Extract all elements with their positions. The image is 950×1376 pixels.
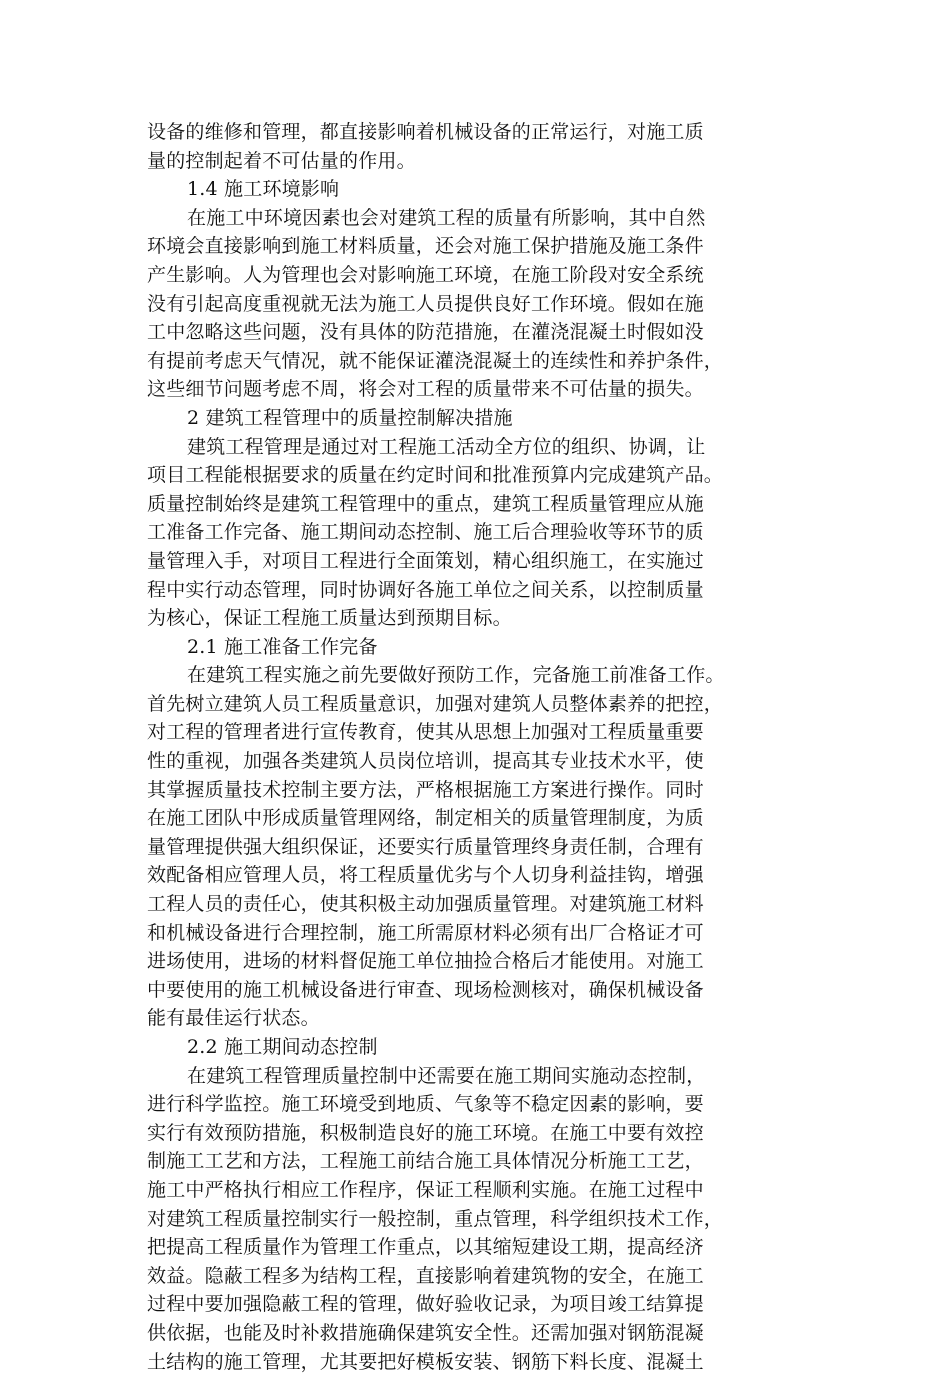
text-line: 施工中严格执行相应工作程序，保证工程顺利实施。在施工过程中 xyxy=(147,1178,704,1201)
text-line: 在施工中环境因素也会对建筑工程的质量有所影响，其中自然 xyxy=(187,206,706,229)
text-line: 中要使用的施工机械设备进行审查、现场检测核对，确保机械设备 xyxy=(147,978,704,1001)
text-line: 首先树立建筑人员工程质量意识，加强对建筑人员整体素养的把控， xyxy=(147,692,724,715)
text-line: 效配备相应管理人员，将工程质量优劣与个人切身利益挂钩，增强 xyxy=(147,864,704,887)
text-line: 制施工工艺和方法，工程施工前结合施工具体情况分析施工工艺， xyxy=(147,1150,704,1173)
text-line: 设备的维修和管理，都直接影响着机械设备的正常运行，对施工质 xyxy=(147,121,704,143)
text-line: 1.4 施工环境影响 xyxy=(187,178,340,201)
text-line: 量的控制起着不可估量的作用。 xyxy=(147,149,416,172)
text-line: 2.1 施工准备工作完备 xyxy=(187,635,378,658)
text-line: 对工程的管理者进行宣传教育，使其从思想上加强对工程质量重要 xyxy=(147,721,704,744)
text-line: 建筑工程管理是通过对工程施工活动全方位的组织、协调，让 xyxy=(187,435,706,458)
text-line: 为核心，保证工程施工质量达到预期目标。 xyxy=(147,607,512,630)
text-line: 量管理提供强大组织保证，还要实行质量管理终身责任制，合理有 xyxy=(147,835,704,858)
text-line: 有提前考虑天气情况，就不能保证灌浇混凝土的连续性和养护条件， xyxy=(147,349,724,372)
text-line: 实行有效预防措施，积极制造良好的施工环境。在施工中要有效控 xyxy=(147,1121,704,1144)
text-line: 程中实行动态管理，同时协调好各施工单位之间关系，以控制质量 xyxy=(147,578,704,601)
text-line: 环境会直接影响到施工材料质量，还会对施工保护措施及施工条件 xyxy=(147,235,704,258)
text-line: 其掌握质量技术控制主要方法，严格根据施工方案进行操作。同时 xyxy=(147,778,704,801)
text-line: 没有引起高度重视就无法为施工人员提供良好工作环境。假如在施 xyxy=(147,292,704,315)
text-line: 性的重视，加强各类建筑人员岗位培训，提高其专业技术水平，使 xyxy=(147,750,704,773)
text-line: 工中忽略这些问题，没有具体的防范措施，在灌浇混凝土时假如没 xyxy=(147,321,704,344)
text-line: 2 建筑工程管理中的质量控制解决措施 xyxy=(187,406,513,429)
text-line: 把提高工程质量作为管理工作重点，以其缩短建设工期，提高经济 xyxy=(147,1236,704,1259)
text-line: 在建筑工程实施之前先要做好预防工作，完备施工前准备工作。 xyxy=(187,664,725,687)
text-line: 在建筑工程管理质量控制中还需要在施工期间实施动态控制， xyxy=(187,1064,706,1087)
text-line: 这些细节问题考虑不周，将会对工程的质量带来不可估量的损失。 xyxy=(147,378,704,401)
text-line: 过程中要加强隐蔽工程的管理，做好验收记录，为项目竣工结算提 xyxy=(147,1293,704,1316)
text-line: 土结构的施工管理，尤其要把好模板安装、钢筋下料长度、混凝土 xyxy=(147,1350,704,1373)
text-line: 进行科学监控。施工环境受到地质、气象等不稳定因素的影响，要 xyxy=(147,1093,704,1116)
text-line: 2.2 施工期间动态控制 xyxy=(187,1036,378,1058)
text-line: 项目工程能根据要求的质量在约定时间和批准预算内完成建筑产品。 xyxy=(147,464,724,487)
text-line: 质量控制始终是建筑工程管理中的重点，建筑工程质量管理应从施 xyxy=(147,492,704,515)
text-line: 工程人员的责任心，使其积极主动加强质量管理。对建筑施工材料 xyxy=(147,893,704,916)
text-line: 产生影响。人为管理也会对影响施工环境，在施工阶段对安全系统 xyxy=(147,263,704,286)
document-body xyxy=(147,118,817,1376)
text-line: 在施工团队中形成质量管理网络，制定相关的质量管理制度，为质 xyxy=(147,807,704,830)
text-line: 进场使用，进场的材料督促施工单位抽捡合格后才能使用。对施工 xyxy=(147,950,704,973)
text-line: 能有最佳运行状态。 xyxy=(147,1007,320,1030)
text-line: 效益。隐蔽工程多为结构工程，直接影响着建筑物的安全，在施工 xyxy=(147,1264,704,1287)
text-line: 量管理入手，对项目工程进行全面策划，精心组织施工，在实施过 xyxy=(147,549,704,572)
text-line: 供依据，也能及时补救措施确保建筑安全性。还需加强对钢筋混凝 xyxy=(147,1321,704,1344)
text-line: 和机械设备进行合理控制，施工所需原材料必须有出厂合格证才可 xyxy=(147,921,704,944)
text-line: 工准备工作完备、施工期间动态控制、施工后合理验收等环节的质 xyxy=(147,521,704,544)
text-line: 对建筑工程质量控制实行一般控制，重点管理，科学组织技术工作， xyxy=(147,1207,724,1230)
